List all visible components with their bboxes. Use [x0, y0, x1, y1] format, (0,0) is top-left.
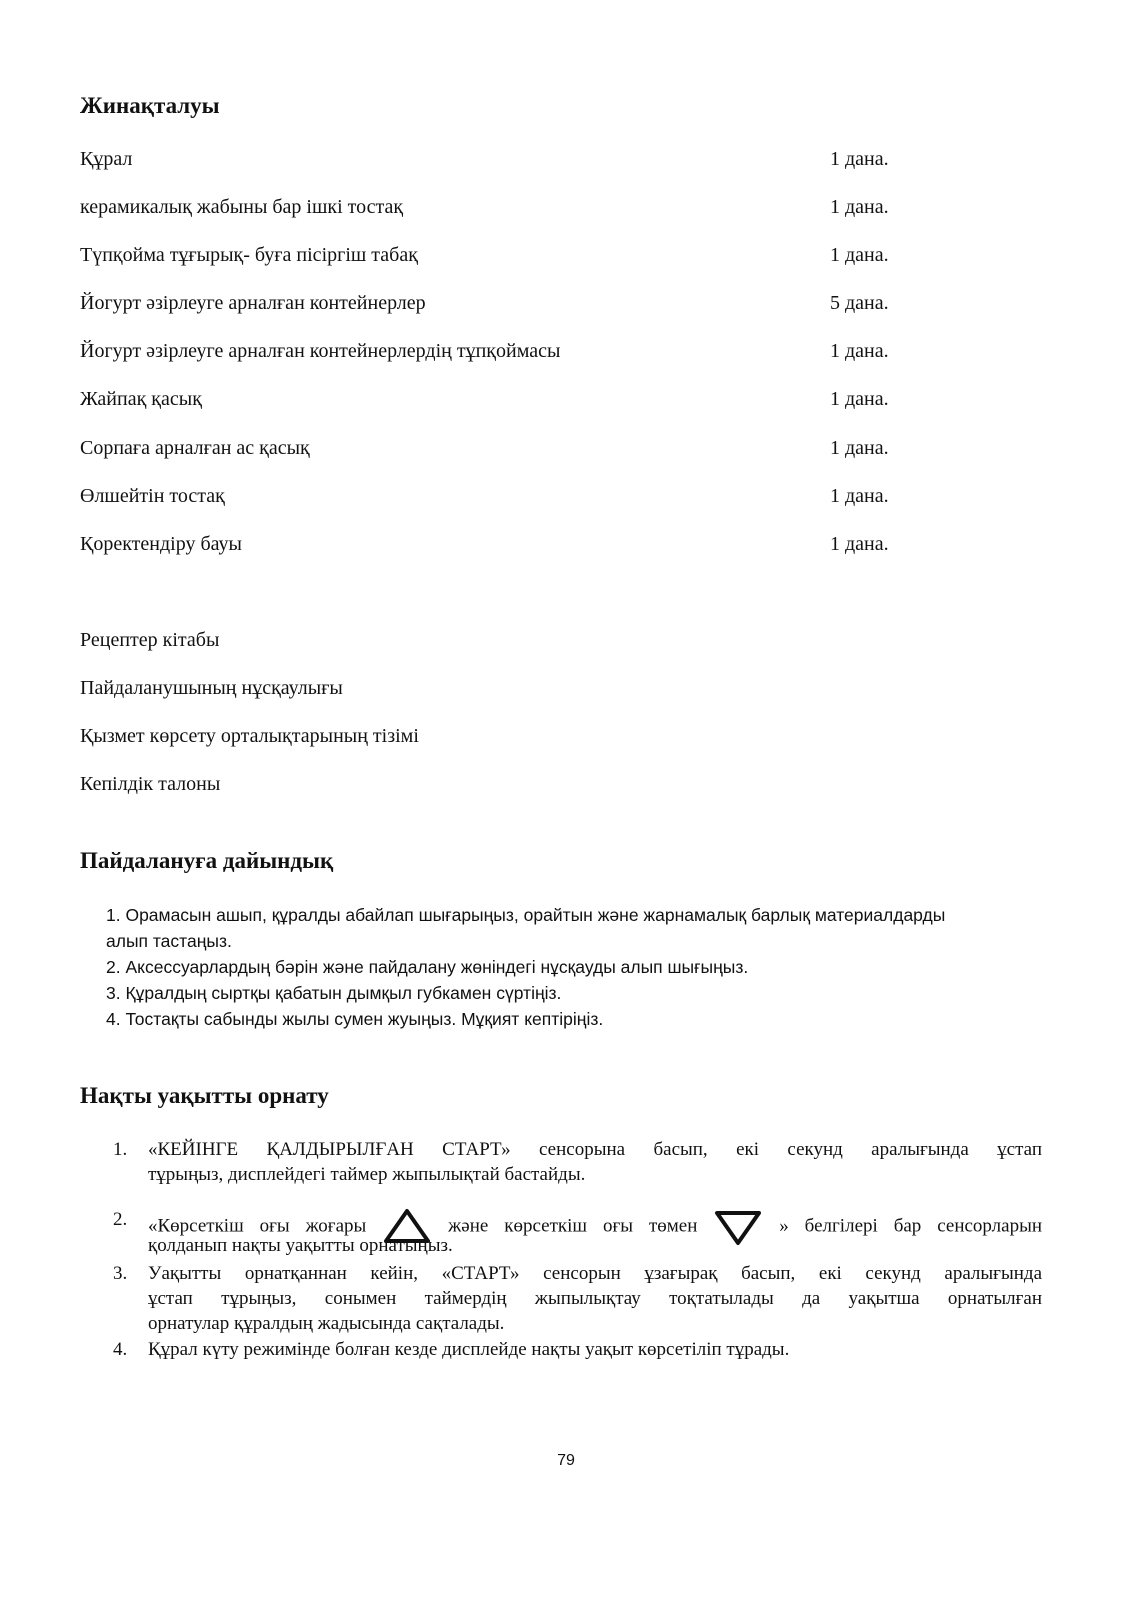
time-step-text: «Көрсеткіш оғы жоғары — [148, 1215, 367, 1237]
kit-extra-item: Кепілдік талоны — [80, 773, 221, 795]
prep-step: 2. Аксессуарлардың бәрін және пайдалану жөніндегі нұсқауды алып шығыңыз. — [106, 957, 749, 977]
kit-item-name: Йогурт әзірлеуге арналған контейнерлердің тұпқоймасы — [80, 340, 561, 362]
kit-item-name: керамикалық жабыны бар ішкі тостақ — [80, 196, 404, 218]
kit-item-name: Түпқойма тұғырық- буға пісіргіш табақ — [80, 244, 418, 266]
kit-item-name: Қоректендіру бауы — [80, 533, 242, 555]
prep-step-list — [106, 902, 976, 1032]
kit-item-qty: 1 дана. — [830, 244, 889, 266]
time-step-line: орнатулар құралдың жадысында сақталады. — [148, 1313, 505, 1334]
kit-item-qty: 1 дана. — [830, 388, 889, 410]
kit-item-qty: 5 дана. — [830, 292, 889, 314]
time-step-line: «КЕЙІНГЕ ҚАЛДЫРЫЛҒАН СТАРТ» сенсорына басып, екі секунд аралығында ұстап — [148, 1139, 1042, 1160]
kit-item-name: Өлшейтін тостақ — [80, 485, 225, 507]
time-step-number: 3. — [113, 1263, 128, 1284]
prep-heading: Пайдалануға дайындық — [80, 848, 334, 873]
time-step-line: Уақытты орнатқаннан кейін, «СТАРТ» сенсорын ұзағырақ басып, екі секунд аралығында — [148, 1263, 1042, 1284]
time-step-text: және көрсеткіш оғы төмен — [448, 1215, 698, 1237]
kit-extra-item: Рецептер кітабы — [80, 629, 220, 651]
time-step-text: » белгілері бар сенсорларын — [779, 1215, 1043, 1237]
kit-item-name: Йогурт әзірлеуге арналған контейнерлер — [80, 292, 426, 314]
time-step-line: қолданып нақты уақытты орнатыңыз. — [148, 1235, 453, 1256]
time-step-line: Құрал күту режимінде болған кезде дисплейде нақты уақыт көрсетіліп тұрады. — [148, 1339, 790, 1360]
kit-extra-item: Пайдаланушының нұсқаулығы — [80, 677, 343, 699]
time-step-line: ұстап тұрыңыз, сонымен таймердің жыпылықтау тоқтатылады да уақытша орнатылған — [148, 1288, 1042, 1309]
arrow-down-icon — [713, 1207, 763, 1247]
prep-step: 3. Құралдың сыртқы қабатын дымқыл губкамен сүртіңіз. — [106, 983, 562, 1003]
kit-item-name: Құрал — [80, 148, 133, 170]
arrow-up-icon — [382, 1207, 432, 1247]
kit-item-qty: 1 дана. — [830, 196, 889, 218]
time-heading: Нақты уақытты орнату — [80, 1083, 329, 1108]
prep-step: 4. Тостақты сабынды жылы сумен жуыңыз. Мұқият кептіріңіз. — [106, 1009, 604, 1029]
kit-item-name: Жайпақ қасық — [80, 388, 202, 410]
kit-item-qty: 1 дана. — [830, 437, 889, 459]
time-step-number: 2. — [113, 1209, 128, 1230]
time-step-line: тұрыңыз, дисплейдегі таймер жыпылықтай бастайды. — [148, 1164, 586, 1185]
page-number: 79 — [557, 1452, 575, 1469]
kit-item-qty: 1 дана. — [830, 533, 889, 555]
time-step-number: 1. — [113, 1139, 128, 1160]
prep-step: 1. Орамасын ашып, құралды абайлап шығарыңыз, орайтын және жарнамалық барлық материалдарды алып тастаңыз. — [106, 905, 946, 951]
kit-heading: Жинақталуы — [80, 93, 220, 118]
time-step-number: 4. — [113, 1339, 128, 1360]
kit-item-qty: 1 дана. — [830, 340, 889, 362]
kit-item-qty: 1 дана. — [830, 148, 889, 170]
kit-item-name: Сорпаға арналған ас қасық — [80, 437, 310, 459]
kit-item-qty: 1 дана. — [830, 485, 889, 507]
kit-extra-item: Қызмет көрсету орталықтарының тізімі — [80, 725, 419, 747]
